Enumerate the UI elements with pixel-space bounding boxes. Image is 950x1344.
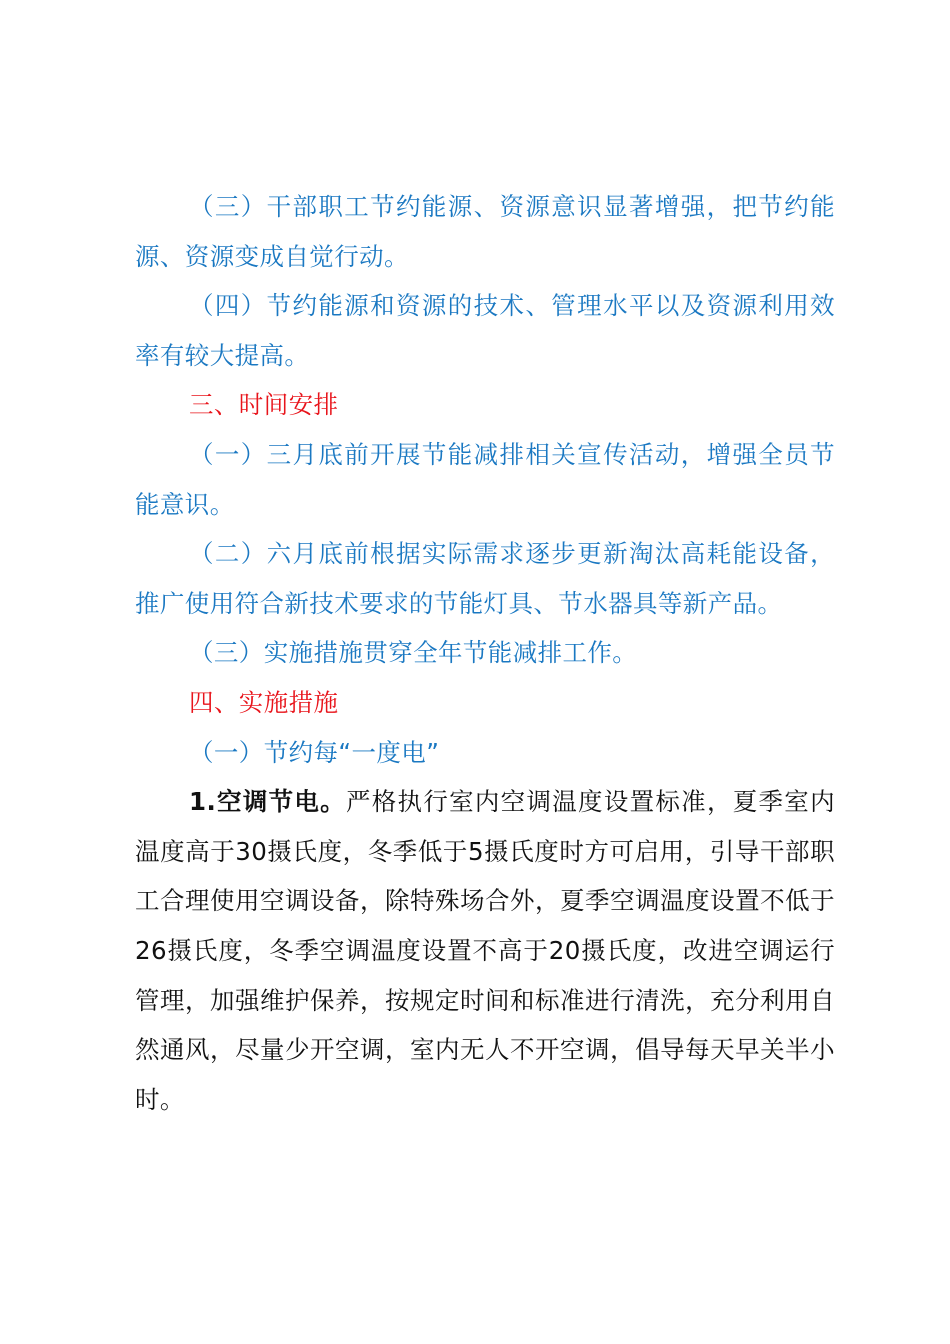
paragraph-goal-4: （四）节约能源和资源的技术、管理水平以及资源利用效率有较大提高。 (135, 291, 835, 370)
section-heading-implementation-measures: 四、实施措施 (189, 687, 339, 717)
section-heading-time-arrangement: 三、时间安排 (189, 390, 339, 420)
subheading-save-electricity: （一）节约每“一度电” (189, 737, 440, 767)
paragraph-goal-3: （三）干部职工节约能源、资源意识显著增强，把节约能源、资源变成自觉行动。 (135, 192, 835, 271)
document-body (135, 182, 835, 1124)
item-body-air-conditioning: 严格执行室内空调温度设置标准，夏季室内温度高于30摄氏度，冬季低于5摄氏度时方可启用，引导干部职工合理使用空调设备，除特殊场合外，夏季空调温度设置不低于26摄氏度，冬季空调温度设置不高于20摄氏度，改进空调运行管理，加强维护保养，按规定时间和标准进行清洗，充分利用自然通风，尽量少开空调，室内无人不开空调，倡导每天早关半小时。 (135, 787, 835, 1114)
paragraph-schedule-1: （一）三月底前开展节能减排相关宣传活动，增强全员节能意识。 (135, 439, 835, 519)
paragraph-air-conditioning (135, 777, 835, 1124)
paragraph-schedule-3: （三）实施措施贯穿全年节能减排工作。 (189, 638, 638, 668)
paragraph-schedule-2: （二）六月底前根据实际需求逐步更新淘汰高耗能设备，推广使用符合新技术要求的节能灯具、节水器具等新产品。 (135, 539, 835, 618)
item-title-air-conditioning: 1.空调节电。 (189, 787, 346, 817)
